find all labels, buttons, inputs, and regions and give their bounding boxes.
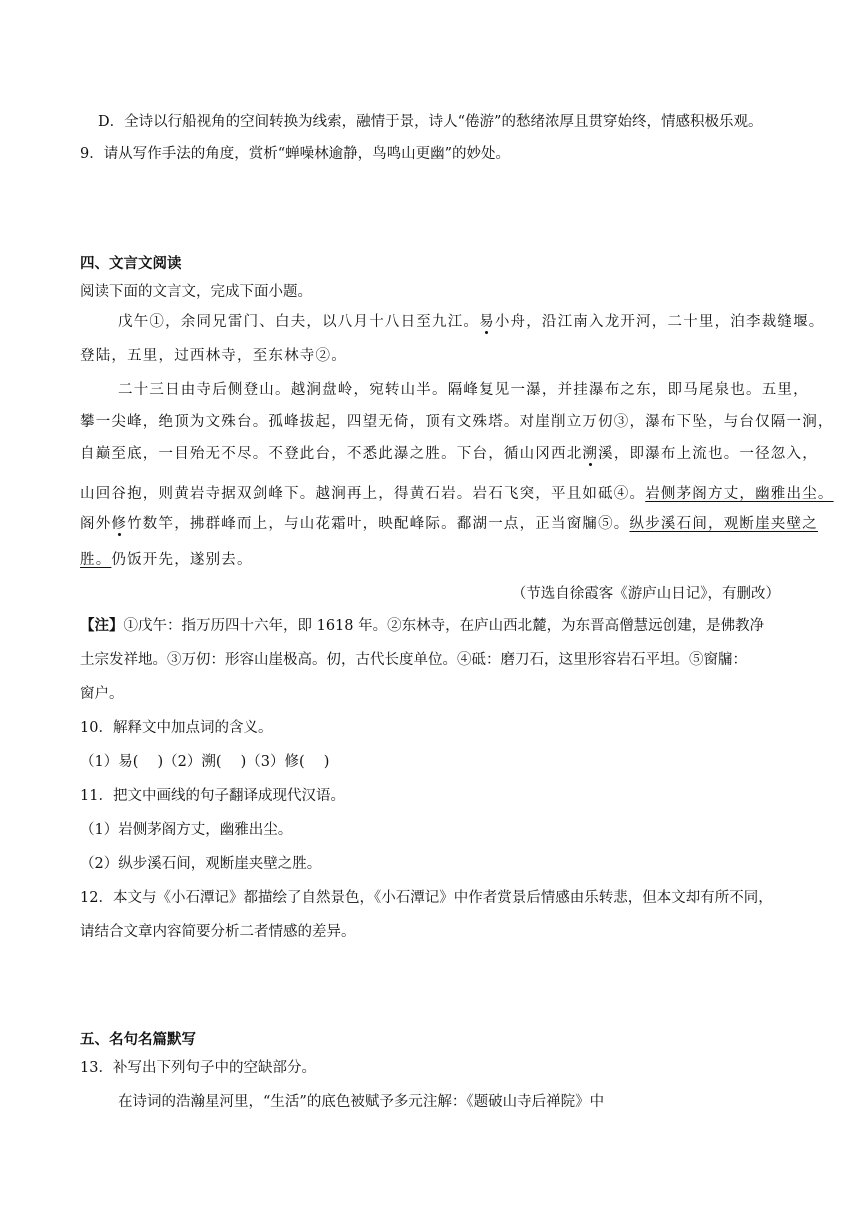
passage-text: 小舟，沿江南入龙开河，二十里，泊李裁缝堰。: [494, 314, 825, 330]
notes-line-2: 土宗发祥地。③万仞：形容山崖极高。仞，古代长度单位。④砥：磨刀石，这里形容岩石平坦。⑤窗牖：: [80, 652, 747, 668]
question-9: 9．请从写作手法的角度，赏析“蝉噪林逾静，鸟鸣山更幽”的妙处。: [80, 146, 511, 162]
underlined-sentence-1: 岩侧茅阁方丈，幽雅出尘。: [645, 486, 834, 502]
section-4-instruction: 阅读下面的文言文，完成下面小题。: [80, 284, 312, 300]
passage-p1-line-1: [118, 312, 825, 332]
underlined-sentence-2b: 胜。: [80, 552, 112, 568]
q8-option-d: D．全诗以行船视角的空间转换为线索，融情于景，诗人“倦游”的愁绪浓厚且贯穿始终，情感积极乐观。: [98, 114, 763, 130]
passage-text: 阁外: [80, 516, 112, 532]
passage-text: 戊午①，余同兄雷门、白夫，以八月十八日至九江。: [118, 314, 480, 330]
section-5-heading: 五、名句名篇默写: [80, 1032, 196, 1048]
question-11-part-2: （2）纵步溪石间，观断崖夹壁之胜。: [80, 856, 322, 872]
question-10: 10．解释文中加点词的含义。: [80, 720, 273, 736]
notes-text: ①戊午：指万历四十六年，即 1618 年。②东林寺，在庐山西北麓，为东晋高僧慧远创建，是佛教净: [123, 618, 765, 634]
passage-text: 溪: [598, 446, 614, 462]
passage-p1-line-2: 登陆，五里，过西林寺，至东林寺②。: [80, 348, 347, 364]
passage-text: 自巅至底，一目殆无不尽。不登此台，不悉此瀑之胜。下台，循山冈西北: [80, 446, 583, 462]
passage-p2-line-4: [80, 484, 834, 504]
passage-text: 山回谷抱，则黄岩寺据双剑峰下。越涧再上，得黄石岩。岩石飞突，平且如砥④。: [80, 486, 646, 502]
passage-text: 仍饭开先，遂别去。: [111, 552, 253, 568]
question-12-line-1: 12．本文与《小石潭记》都描绘了自然景色，《小石潭记》中作者赏景后情感由乐转悲，但本文却有所不同，: [80, 890, 773, 906]
passage-p2-line-1: 二十三日由寺后侧登山。越涧盘岭，宛转山半。隔峰复见一瀑，并挂瀑布之东，即马尾泉也。五里，: [118, 382, 809, 398]
question-13: 13．补写出下列句子中的空缺部分。: [80, 1060, 316, 1076]
section-4-heading: 四、文言文阅读: [80, 256, 182, 272]
question-13-text: 在诗词的浩瀚星河里，“生活”的底色被赋予多元注解：《题破山寺后禅院》中: [118, 1094, 605, 1110]
passage-p2-line-6: [80, 550, 253, 570]
question-11: 11．把文中画线的句子翻译成现代汉语。: [80, 788, 345, 804]
passage-p2-line-3: [80, 444, 818, 464]
underlined-sentence-2a: 纵步溪石间，观断崖夹壁之: [629, 516, 818, 532]
passage-source: （节选自徐霞客《游庐山日记》，有删改）: [511, 586, 780, 602]
notes-label: 【注】: [80, 617, 124, 634]
passage-p2-line-2: 攀一尖峰，绝顶为文殊台。孤峰拔起，四望无倚，顶有文殊塔。对崖削立万仞③，瀑布下坠，与台仅隔一涧，: [80, 414, 834, 430]
passage-text: ，即瀑布上流也。一径忽入，: [613, 446, 818, 462]
passage-text: 竹数竿，拂群峰而上，与山花霜叶，映配峰际。鄱湖一点，正当窗牖⑤。: [127, 516, 630, 532]
notes-line-3: 窗户。: [80, 686, 124, 702]
question-12-line-2: 请结合文章内容简要分析二者情感的差异。: [80, 924, 356, 940]
dotted-word-xiu: 修: [111, 516, 128, 532]
question-11-part-1: （1）岩侧茅阁方丈，幽雅出尘。: [80, 822, 293, 838]
notes-line-1: [80, 616, 764, 636]
question-10-items: （1）易( )（2）溯( )（3）修( ): [80, 754, 330, 770]
dotted-word-su: 溯: [582, 446, 599, 462]
passage-p2-line-5: [80, 514, 818, 534]
dotted-word-yi: 易: [479, 314, 495, 330]
